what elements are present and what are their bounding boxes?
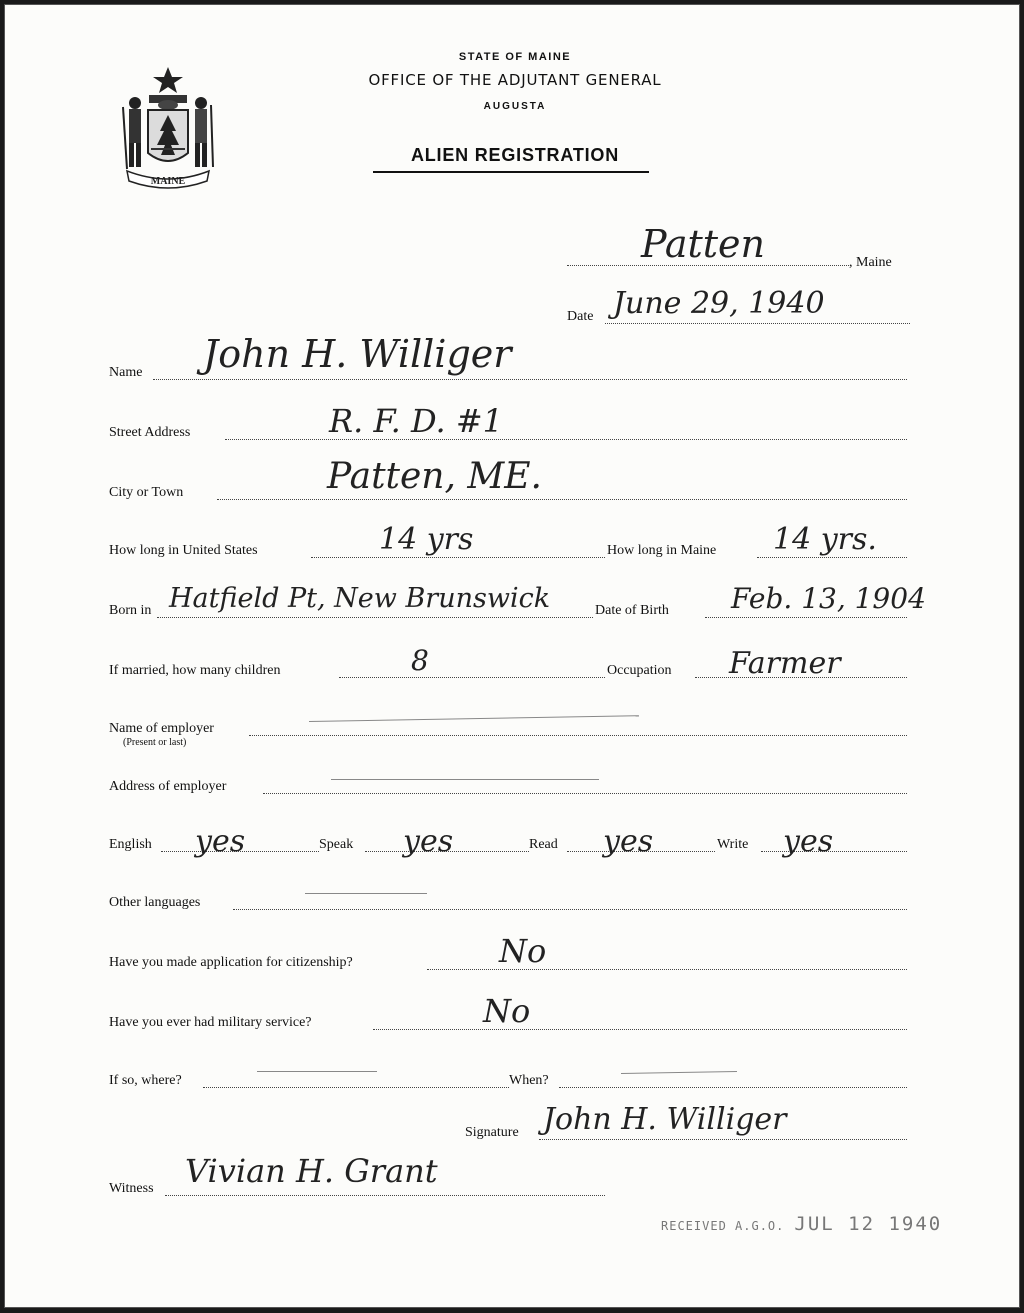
employer-address-line bbox=[263, 793, 907, 794]
where-dash bbox=[257, 1071, 377, 1072]
registration-form bbox=[4, 4, 1020, 1308]
citizenship-label: Have you made application for citizenship? bbox=[109, 955, 353, 970]
signature-entry: John H. Williger bbox=[543, 1102, 787, 1137]
name-entry: John H. Williger bbox=[203, 332, 512, 376]
received-stamp bbox=[661, 1213, 942, 1235]
when-label: When? bbox=[509, 1073, 549, 1088]
employer-address-dash bbox=[331, 779, 599, 780]
military-line bbox=[373, 1029, 907, 1030]
how-long-us-entry: 14 yrs bbox=[379, 522, 474, 557]
other-languages-line bbox=[233, 909, 907, 910]
employer-name-label: Name of employer bbox=[109, 721, 214, 736]
occupation-entry: Farmer bbox=[729, 646, 841, 681]
svg-text:MAINE: MAINE bbox=[150, 176, 186, 187]
city-label: City or Town bbox=[109, 485, 184, 500]
date-of-birth-line bbox=[705, 617, 907, 618]
children-line bbox=[339, 677, 605, 678]
english-label: English bbox=[109, 837, 152, 852]
speak-entry: yes bbox=[403, 824, 454, 859]
title-underline bbox=[373, 171, 649, 173]
born-in-line bbox=[157, 617, 593, 618]
how-long-us-label: How long in United States bbox=[109, 543, 258, 558]
when-line bbox=[559, 1087, 907, 1088]
where-label: If so, where? bbox=[109, 1073, 182, 1088]
date-label: Date bbox=[567, 309, 594, 324]
employer-address-label: Address of employer bbox=[109, 779, 227, 794]
name-label: Name bbox=[109, 365, 143, 380]
how-long-us-line bbox=[311, 557, 605, 558]
occupation-label: Occupation bbox=[607, 663, 672, 678]
children-entry: 8 bbox=[411, 644, 429, 677]
received-stamp-text: RECEIVED A.G.O. bbox=[661, 1219, 785, 1233]
witness-entry: Vivian H. Grant bbox=[185, 1152, 438, 1190]
received-stamp-date: JUL 12 1940 bbox=[794, 1213, 943, 1235]
when-dash bbox=[621, 1071, 737, 1074]
other-languages-label: Other languages bbox=[109, 895, 201, 910]
street-address-entry: R. F. D. #1 bbox=[329, 402, 504, 440]
how-long-maine-entry: 14 yrs. bbox=[773, 522, 877, 557]
date-of-birth-entry: Feb. 13, 1904 bbox=[731, 582, 926, 615]
state-heading: STATE OF MAINE bbox=[458, 51, 572, 63]
signature-line bbox=[539, 1139, 907, 1140]
military-label: Have you ever had military service? bbox=[109, 1015, 312, 1030]
write-label: Write bbox=[717, 837, 749, 852]
military-entry: No bbox=[483, 992, 531, 1030]
witness-label: Witness bbox=[109, 1181, 154, 1196]
form-title: ALIEN REGISTRATION bbox=[410, 145, 620, 165]
employer-name-note: (Present or last) bbox=[123, 737, 187, 748]
date-of-birth-label: Date of Birth bbox=[595, 603, 669, 618]
street-address-line bbox=[225, 439, 907, 440]
citizenship-entry: No bbox=[499, 932, 547, 970]
street-address-label: Street Address bbox=[109, 425, 191, 440]
read-entry: yes bbox=[603, 824, 654, 859]
city-entry: Patten, ME. bbox=[327, 456, 542, 497]
how-long-maine-label: How long in Maine bbox=[607, 543, 717, 558]
write-entry: yes bbox=[783, 824, 834, 859]
witness-line bbox=[165, 1195, 605, 1196]
other-languages-dash bbox=[305, 893, 427, 894]
where-line bbox=[203, 1087, 509, 1088]
employer-name-dash bbox=[309, 715, 639, 722]
city-line bbox=[217, 499, 907, 500]
how-long-maine-line bbox=[757, 557, 907, 558]
office-heading: OFFICE OF THE ADJUTANT GENERAL bbox=[368, 71, 662, 89]
signature-label: Signature bbox=[465, 1125, 519, 1140]
maine-label: , Maine bbox=[849, 255, 892, 270]
name-line bbox=[153, 379, 907, 380]
speak-label: Speak bbox=[319, 837, 354, 852]
born-in-entry: Hatfield Pt, New Brunswick bbox=[169, 583, 551, 614]
place-entry: Patten bbox=[641, 222, 766, 266]
employer-name-line bbox=[249, 735, 907, 736]
born-in-label: Born in bbox=[109, 603, 152, 618]
city-heading: AUGUSTA bbox=[483, 101, 547, 112]
date-line bbox=[605, 323, 910, 324]
english-entry: yes bbox=[195, 824, 246, 859]
date-entry: June 29, 1940 bbox=[613, 286, 825, 321]
read-label: Read bbox=[529, 837, 558, 852]
children-label: If married, how many children bbox=[109, 663, 281, 678]
